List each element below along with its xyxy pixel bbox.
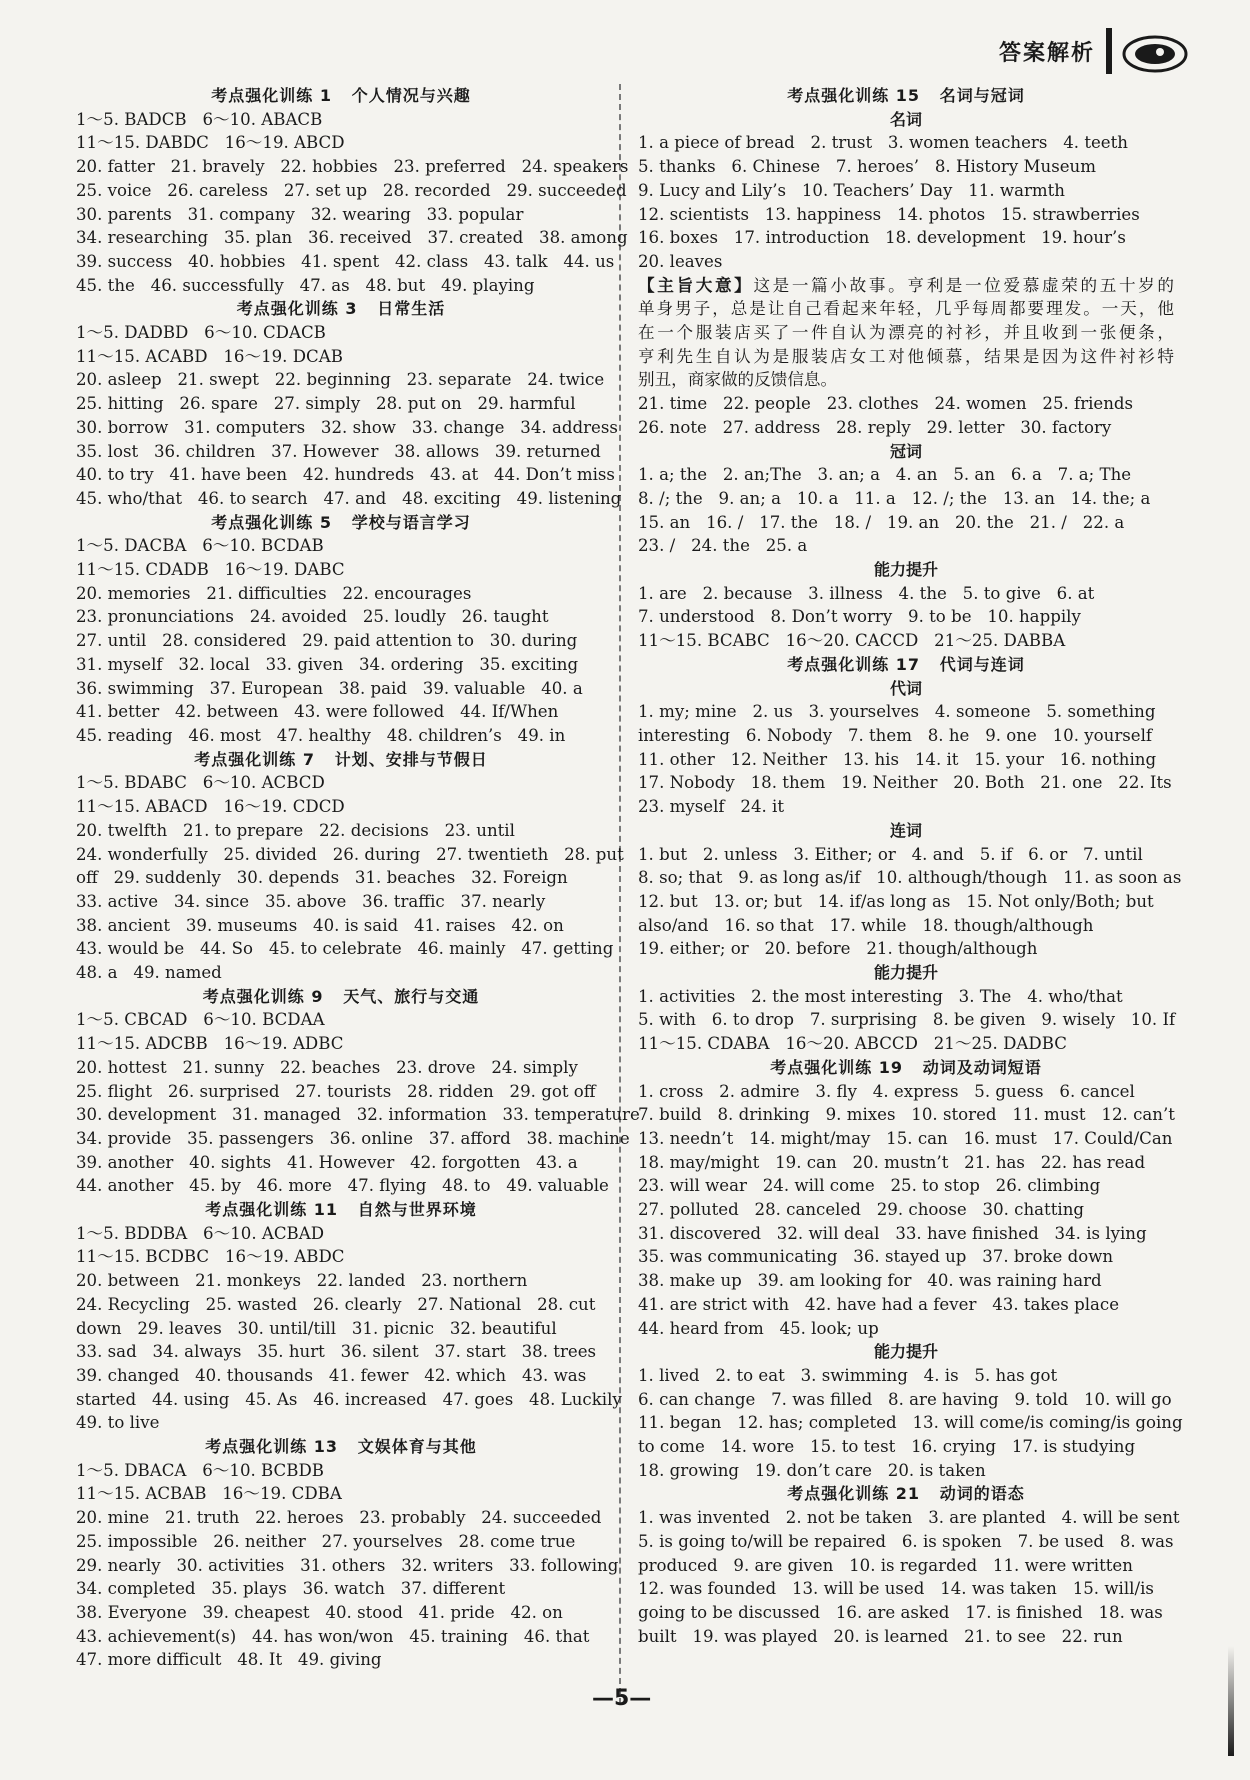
answer-line: 34. researching 35. plan 36. received 37. created 38. among	[76, 228, 628, 248]
answer-line: 20. mine 21. truth 22. heroes 23. probably 24. succeeded	[76, 1508, 602, 1528]
summary-line	[638, 368, 1174, 392]
answer-line: 1～5. DBACA 6～10. BCBDB	[76, 1460, 324, 1480]
summary-line	[638, 321, 1174, 345]
answer-line: 1. but 2. unless 3. Either; or 4. and 5. if 6. or 7. until	[638, 844, 1143, 864]
answer-line: 1. lived 2. to eat 3. swimming 4. is 5. has got	[638, 1365, 1058, 1385]
answer-line: 8. so; that 9. as long as/if 10. although/though 11. as soon as	[638, 868, 1182, 888]
answer-line: 27. polluted 28. canceled 29. choose 30. chatting	[638, 1200, 1085, 1220]
section-title: 考点强化训练 1 个人情况与兴趣	[211, 86, 471, 105]
section-title: 考点强化训练 7 计划、安排与节假日	[194, 749, 488, 769]
answer-line: 31. myself 32. local 33. given 34. ordering 35. exciting	[76, 654, 579, 674]
answer-line: 33. sad 34. always 35. hurt 36. silent 37. start 38. trees	[76, 1342, 597, 1362]
subsection-title: 冠词	[889, 441, 922, 461]
answer-line: to come 14. wore 15. to test 16. crying 17. is studying	[638, 1437, 1136, 1457]
answer-line: 1. a piece of bread 2. trust 3. women teachers 4. teeth	[638, 133, 1128, 153]
answer-line: 12. scientists 13. happiness 14. photos 15. strawberries	[638, 204, 1140, 224]
column-divider	[619, 84, 621, 1704]
answer-line: 27. until 28. considered 29. paid attention to 30. during	[76, 631, 578, 651]
answer-line: 38. make up 39. am looking for 40. was raining hard	[638, 1271, 1102, 1291]
answer-line: 23. / 24. the 25. a	[638, 536, 808, 556]
answer-line: 17. Nobody 18. them 19. Neither 20. Both 21. one 22. Its	[638, 773, 1172, 793]
answer-line: 7. build 8. drinking 9. mixes 10. stored 11. must 12. can’t	[638, 1105, 1175, 1125]
answer-line: 43. would be 44. So 45. to celebrate 46. mainly 47. getting	[76, 939, 614, 959]
summary-text: 在一个服装店买了一件自认为漂亮的衬衫，并且收到一张便条，	[638, 323, 1174, 343]
answer-line: 11～15. BCDBC 16～19. ABDC	[76, 1247, 345, 1267]
answer-line: 11～15. ABACD 16～19. CDCD	[76, 797, 345, 817]
answer-line: 43. achievement(s) 44. has won/won 45. training 46. that	[76, 1626, 590, 1646]
answer-line: 5. is going to/will be repaired 6. is spoken 7. be used 8. was	[638, 1531, 1174, 1551]
answer-line: 25. hitting 26. spare 27. simply 28. put on 29. harmful	[76, 394, 576, 414]
answer-line: 39. another 40. sights 41. However 42. forgotten 43. a	[76, 1152, 578, 1172]
answer-line: 1～5. BDDBA 6～10. ACBAD	[76, 1223, 325, 1243]
answer-line: down 29. leaves 30. until/till 31. picnic 32. beautiful	[76, 1318, 557, 1338]
answer-line: 1. my; mine 2. us 3. yourselves 4. someone 5. something	[638, 702, 1156, 722]
section-title: 考点强化训练 19 动词及动词短语	[770, 1057, 1042, 1077]
answer-line: 1～5. DADBD 6～10. CDACB	[76, 323, 326, 343]
answer-line: 1～5. CBCAD 6～10. BCDAA	[76, 1010, 325, 1030]
subsection-title: 能力提升	[873, 560, 938, 580]
section-title: 考点强化训练 15 名词与冠词	[787, 86, 1025, 105]
answer-line: 19. either; or 20. before 21. though/although	[638, 939, 1038, 959]
answer-line: 20. between 21. monkeys 22. landed 23. northern	[76, 1271, 528, 1291]
answer-line: 11～15. BCABC 16～20. CACCD 21～25. DABBA	[638, 631, 1066, 651]
answer-line: going to be discussed 16. are asked 17. is finished 18. was	[638, 1603, 1163, 1622]
answer-line: 11～15. ADCBB 16～19. ADBC	[76, 1034, 344, 1054]
answer-line: 13. needn’t 14. might/may 15. can 16. must 17. Could/Can	[638, 1128, 1173, 1148]
answer-line: 11～15. CDADB 16～19. DABC	[76, 560, 345, 580]
summary-text: 别丑，商家做的反馈信息。	[638, 370, 838, 390]
eye-logo-icon	[1122, 34, 1188, 74]
answer-line: 20. fatter 21. bravely 22. hobbies 23. preferred 24. speakers	[76, 157, 629, 177]
answer-line: interesting 6. Nobody 7. them 8. he 9. one 10. yourself	[638, 725, 1153, 745]
answer-line: 24. Recycling 25. wasted 26. clearly 27. National 28. cut	[76, 1294, 596, 1314]
answer-line: 15. an 16. / 17. the 18. / 19. an 20. the 21. / 22. a	[638, 512, 1125, 532]
answer-line: 5. with 6. to drop 7. surprising 8. be given 9. wisely 10. If	[638, 1010, 1176, 1030]
answer-line: 35. was communicating 36. stayed up 37. broke down	[638, 1247, 1114, 1267]
answer-line: 48. a 49. named	[76, 963, 222, 983]
subsection-title: 能力提升	[873, 1342, 938, 1362]
answer-line: 5. thanks 6. Chinese 7. heroes’ 8. History Museum	[638, 157, 1096, 177]
answer-line: 8. /; the 9. an; a 10. a 11. a 12. /; the 13. an 14. the; a	[638, 488, 1151, 508]
answer-line: 6. can change 7. was filled 8. are having 9. told 10. will go	[638, 1389, 1172, 1409]
answer-line: off 29. suddenly 30. depends 31. beaches 32. Foreign	[76, 868, 568, 888]
answer-line: 23. myself 24. it	[638, 797, 785, 817]
answer-line: 20. asleep 21. swept 22. beginning 23. separate 24. twice	[76, 370, 605, 390]
answer-line: 34. provide 35. passengers 36. online 37. afford 38. machine	[76, 1128, 630, 1148]
answer-line: 35. lost 36. children 37. However 38. allows 39. returned	[76, 441, 601, 461]
answer-line: 24. wonderfully 25. divided 26. during 27. twentieth 28. put	[76, 844, 624, 864]
answer-line: 23. pronunciations 24. avoided 25. loudly 26. taught	[76, 607, 549, 627]
answer-line: 20. leaves	[638, 251, 723, 271]
summary-label: 【主旨大意】	[638, 274, 754, 295]
answer-line: 49. to live	[76, 1413, 160, 1433]
answer-line: 20. twelfth 21. to prepare 22. decisions 23. until	[76, 820, 515, 840]
answer-line: 45. reading 46. most 47. healthy 48. children’s 49. in	[76, 725, 566, 745]
answer-line: 30. parents 31. company 32. wearing 33. popular	[76, 204, 524, 224]
answer-line: 29. nearly 30. activities 31. others 32. writers 33. following	[76, 1555, 619, 1575]
page-number: —5—	[592, 1686, 652, 1711]
answer-line: 11. began 12. has; completed 13. will come/is coming/is going	[638, 1413, 1183, 1433]
answer-line: 45. who/that 46. to search 47. and 48. exciting 49. listening	[76, 488, 622, 508]
answer-line: 11～15. ACBAB 16～19. CDBA	[76, 1484, 342, 1504]
section-title: 考点强化训练 5 学校与语言学习	[211, 512, 471, 532]
subsection-title: 代词	[889, 678, 922, 698]
answer-line: 11～15. DABDC 16～19. ABCD	[76, 133, 345, 153]
answer-line: 1. was invented 2. not be taken 3. are planted 4. will be sent	[638, 1508, 1180, 1528]
summary-text: 单身男子，总是让自己看起来年轻，几乎每周都要理发。一天，他	[638, 299, 1174, 319]
answer-line: 1～5. BADCB 6～10. ABACB	[76, 109, 323, 129]
answer-line: 25. impossible 26. neither 27. yourselves 28. come true	[76, 1531, 576, 1551]
answer-line: 39. changed 40. thousands 41. fewer 42. which 43. was	[76, 1365, 587, 1385]
answer-line: 36. swimming 37. European 38. paid 39. valuable 40. a	[76, 678, 583, 698]
summary-line	[638, 345, 1174, 369]
answer-line: 9. Lucy and Lily’s 10. Teachers’ Day 11. warmth	[638, 180, 1065, 200]
answer-line: 11. other 12. Neither 13. his 14. it 15. your 16. nothing	[638, 749, 1157, 769]
answer-line: 1. cross 2. admire 3. fly 4. express 5. guess 6. cancel	[638, 1081, 1135, 1101]
summary-line	[638, 297, 1174, 321]
answer-line: 11～15. CDABA 16～20. ABCCD 21～25. DADBC	[638, 1034, 1067, 1054]
answer-line: 1. activities 2. the most interesting 3. The 4. who/that	[638, 986, 1123, 1006]
answer-line: 26. note 27. address 28. reply 29. letter 30. factory	[638, 417, 1112, 437]
answer-line: 45. the 46. successfully 47. as 48. but 49. playing	[76, 275, 535, 295]
summary-text: 亨利先生自认为是服装店女工对他倾慕，结果是因为这件衬衫特	[638, 346, 1174, 366]
answer-line: built 19. was played 20. is learned 21. to see 22. run	[638, 1626, 1123, 1646]
answer-line: 1～5. DACBA 6～10. BCDAB	[76, 536, 324, 556]
answer-line: 23. will wear 24. will come 25. to stop 26. climbing	[638, 1176, 1101, 1196]
answer-line: 7. understood 8. Don’t worry 9. to be 10. happily	[638, 607, 1081, 627]
answer-line: 41. are strict with 42. have had a fever 43. takes place	[638, 1294, 1120, 1314]
answer-line: 25. flight 26. surprised 27. tourists 28. ridden 29. got off	[76, 1081, 596, 1101]
section-title: 考点强化训练 21 动词的语态	[787, 1484, 1025, 1504]
answer-line: 44. another 45. by 46. more 47. flying 48. to 49. valuable	[76, 1176, 609, 1196]
answer-line: 41. better 42. between 43. were followed 44. If/When	[76, 702, 559, 722]
answer-line: 30. development 31. managed 32. information 33. temperature	[76, 1105, 640, 1125]
section-title: 考点强化训练 9 天气、旅行与交通	[202, 986, 480, 1006]
edge-mark	[1228, 1646, 1234, 1756]
answer-line: 44. heard from 45. look; up	[638, 1318, 879, 1338]
section-title: 考点强化训练 13 文娱体育与其他	[205, 1437, 477, 1457]
answer-line: 20. hottest 21. sunny 22. beaches 23. drove 24. simply	[76, 1057, 578, 1077]
answer-line: 21. time 22. people 23. clothes 24. women 25. friends	[638, 394, 1134, 414]
answer-line: 1～5. BDABC 6～10. ACBCD	[76, 773, 325, 793]
answer-line: 20. memories 21. difficulties 22. encourages	[76, 583, 472, 603]
subsection-title: 连词	[889, 820, 922, 840]
answer-line: 12. but 13. or; but 14. if/as long as 15. Not only/Both; but	[638, 891, 1154, 911]
left-column	[76, 84, 640, 1672]
answer-line: 38. Everyone 39. cheapest 40. stood 41. pride 42. on	[76, 1603, 563, 1622]
answer-line: 25. voice 26. careless 27. set up 28. recorded 29. succeeded	[76, 180, 627, 200]
subsection-title: 名词	[889, 109, 922, 129]
summary-line	[638, 274, 1174, 298]
answer-line: produced 9. are given 10. is regarded 11. were written	[638, 1555, 1133, 1575]
header-title: 答案解析	[998, 41, 1095, 66]
answer-line: 11～15. ACABD 16～19. DCAB	[76, 346, 343, 366]
subsection-title: 能力提升	[873, 963, 938, 983]
answer-line: 34. completed 35. plays 36. watch 37. different	[76, 1579, 506, 1599]
right-column	[638, 84, 1183, 1648]
answer-line: 47. more difficult 48. It 49. giving	[76, 1650, 382, 1670]
answer-line: 16. boxes 17. introduction 18. development 19. hour’s	[638, 228, 1126, 248]
section-title: 考点强化训练 3 日常生活	[236, 299, 446, 319]
answer-line: 18. may/might 19. can 20. mustn’t 21. has 22. has read	[638, 1152, 1146, 1172]
summary-text: 这是一篇小故事。亨利是一位爱慕虚荣的五十岁的	[753, 275, 1175, 295]
answer-line: 39. success 40. hobbies 41. spent 42. class 43. talk 44. us	[76, 251, 615, 271]
answer-line: 12. was founded 13. will be used 14. was taken 15. will/is	[638, 1579, 1154, 1599]
section-title: 考点强化训练 17 代词与连词	[787, 654, 1025, 674]
page-header	[0, 0, 1250, 80]
answer-line: 1. a; the 2. an;The 3. an; a 4. an 5. an 6. a 7. a; The	[638, 465, 1132, 485]
answer-line: 30. borrow 31. computers 32. show 33. change 34. address	[76, 417, 618, 437]
answer-line: 33. active 34. since 35. above 36. traffic 37. nearly	[76, 891, 546, 911]
answer-line: started 44. using 45. As 46. increased 47. goes 48. Luckily	[76, 1389, 622, 1409]
answer-line: also/and 16. so that 17. while 18. though/although	[638, 915, 1094, 935]
answer-line: 40. to try 41. have been 42. hundreds 43. at 44. Don’t miss	[76, 465, 615, 485]
header-divider-bar	[1106, 28, 1112, 74]
section-title: 考点强化训练 11 自然与世界环境	[205, 1200, 477, 1220]
answer-line: 1. are 2. because 3. illness 4. the 5. to give 6. at	[638, 583, 1095, 603]
answer-line: 18. growing 19. don’t care 20. is taken	[638, 1460, 986, 1480]
answer-line: 31. discovered 32. will deal 33. have finished 34. is lying	[638, 1223, 1147, 1243]
answer-line: 38. ancient 39. museums 40. is said 41. raises 42. on	[76, 915, 564, 935]
